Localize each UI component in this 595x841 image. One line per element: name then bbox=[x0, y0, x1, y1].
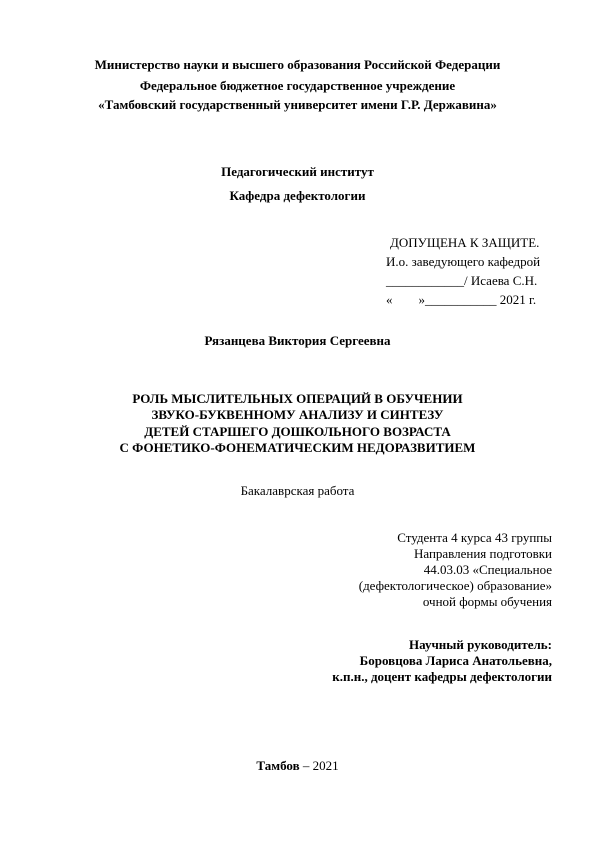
work-type: Бакалаврская работа bbox=[240, 483, 355, 498]
supervisor-name: Боровцова Лариса Анатольевна, bbox=[359, 653, 552, 668]
ministry-line: Министерство науки и высшего образования Российской Федерации bbox=[94, 57, 501, 72]
institute-name: Педагогический институт bbox=[221, 164, 374, 179]
chair-name: Кафедра дефектологии bbox=[229, 188, 366, 203]
thesis-title-line: ЗВУКО-БУКВЕННОМУ АНАЛИЗУ И СИНТЕЗУ bbox=[151, 407, 444, 422]
student-info-line: Студента 4 курса 43 группы bbox=[397, 530, 552, 545]
supervisor-title: к.п.н., доцент кафедры дефектологии bbox=[332, 669, 552, 684]
footer-city-year bbox=[0, 758, 595, 774]
footer-year: 2021 bbox=[312, 758, 339, 773]
thesis-title-line: ДЕТЕЙ СТАРШЕГО ДОШКОЛЬНОГО ВОЗРАСТА bbox=[144, 424, 451, 439]
institution-type-line: Федеральное бюджетное государственное учреждение bbox=[139, 78, 456, 93]
student-info-line: очной формы обучения bbox=[422, 594, 552, 609]
approval-position: И.о. заведующего кафедрой bbox=[386, 254, 541, 269]
student-info-line: 44.03.03 «Специальное bbox=[423, 562, 552, 577]
author-name: Рязанцева Виктория Сергеевна bbox=[204, 333, 391, 348]
footer-separator: – bbox=[299, 758, 313, 773]
university-line: «Тамбовский государственный университет имени Г.Р. Державина» bbox=[98, 97, 497, 112]
footer-city: Тамбов bbox=[256, 758, 300, 773]
approval-signature-line: ____________/ Исаева С.Н. bbox=[386, 273, 538, 288]
approval-date-line: « »___________ 2021 г. bbox=[386, 292, 537, 307]
approval-title: ДОПУЩЕНА К ЗАЩИТЕ. bbox=[390, 235, 540, 250]
thesis-title-line: С ФОНЕТИКО-ФОНЕМАТИЧЕСКИМ НЕДОРАЗВИТИЕМ bbox=[119, 440, 476, 455]
supervisor-heading: Научный руководитель: bbox=[409, 637, 552, 652]
student-info-line: Направления подготовки bbox=[413, 546, 552, 561]
thesis-title-line: РОЛЬ МЫСЛИТЕЛЬНЫХ ОПЕРАЦИЙ В ОБУЧЕНИИ bbox=[132, 391, 463, 406]
student-info-line: (дефектологическое) образование» bbox=[358, 578, 552, 593]
